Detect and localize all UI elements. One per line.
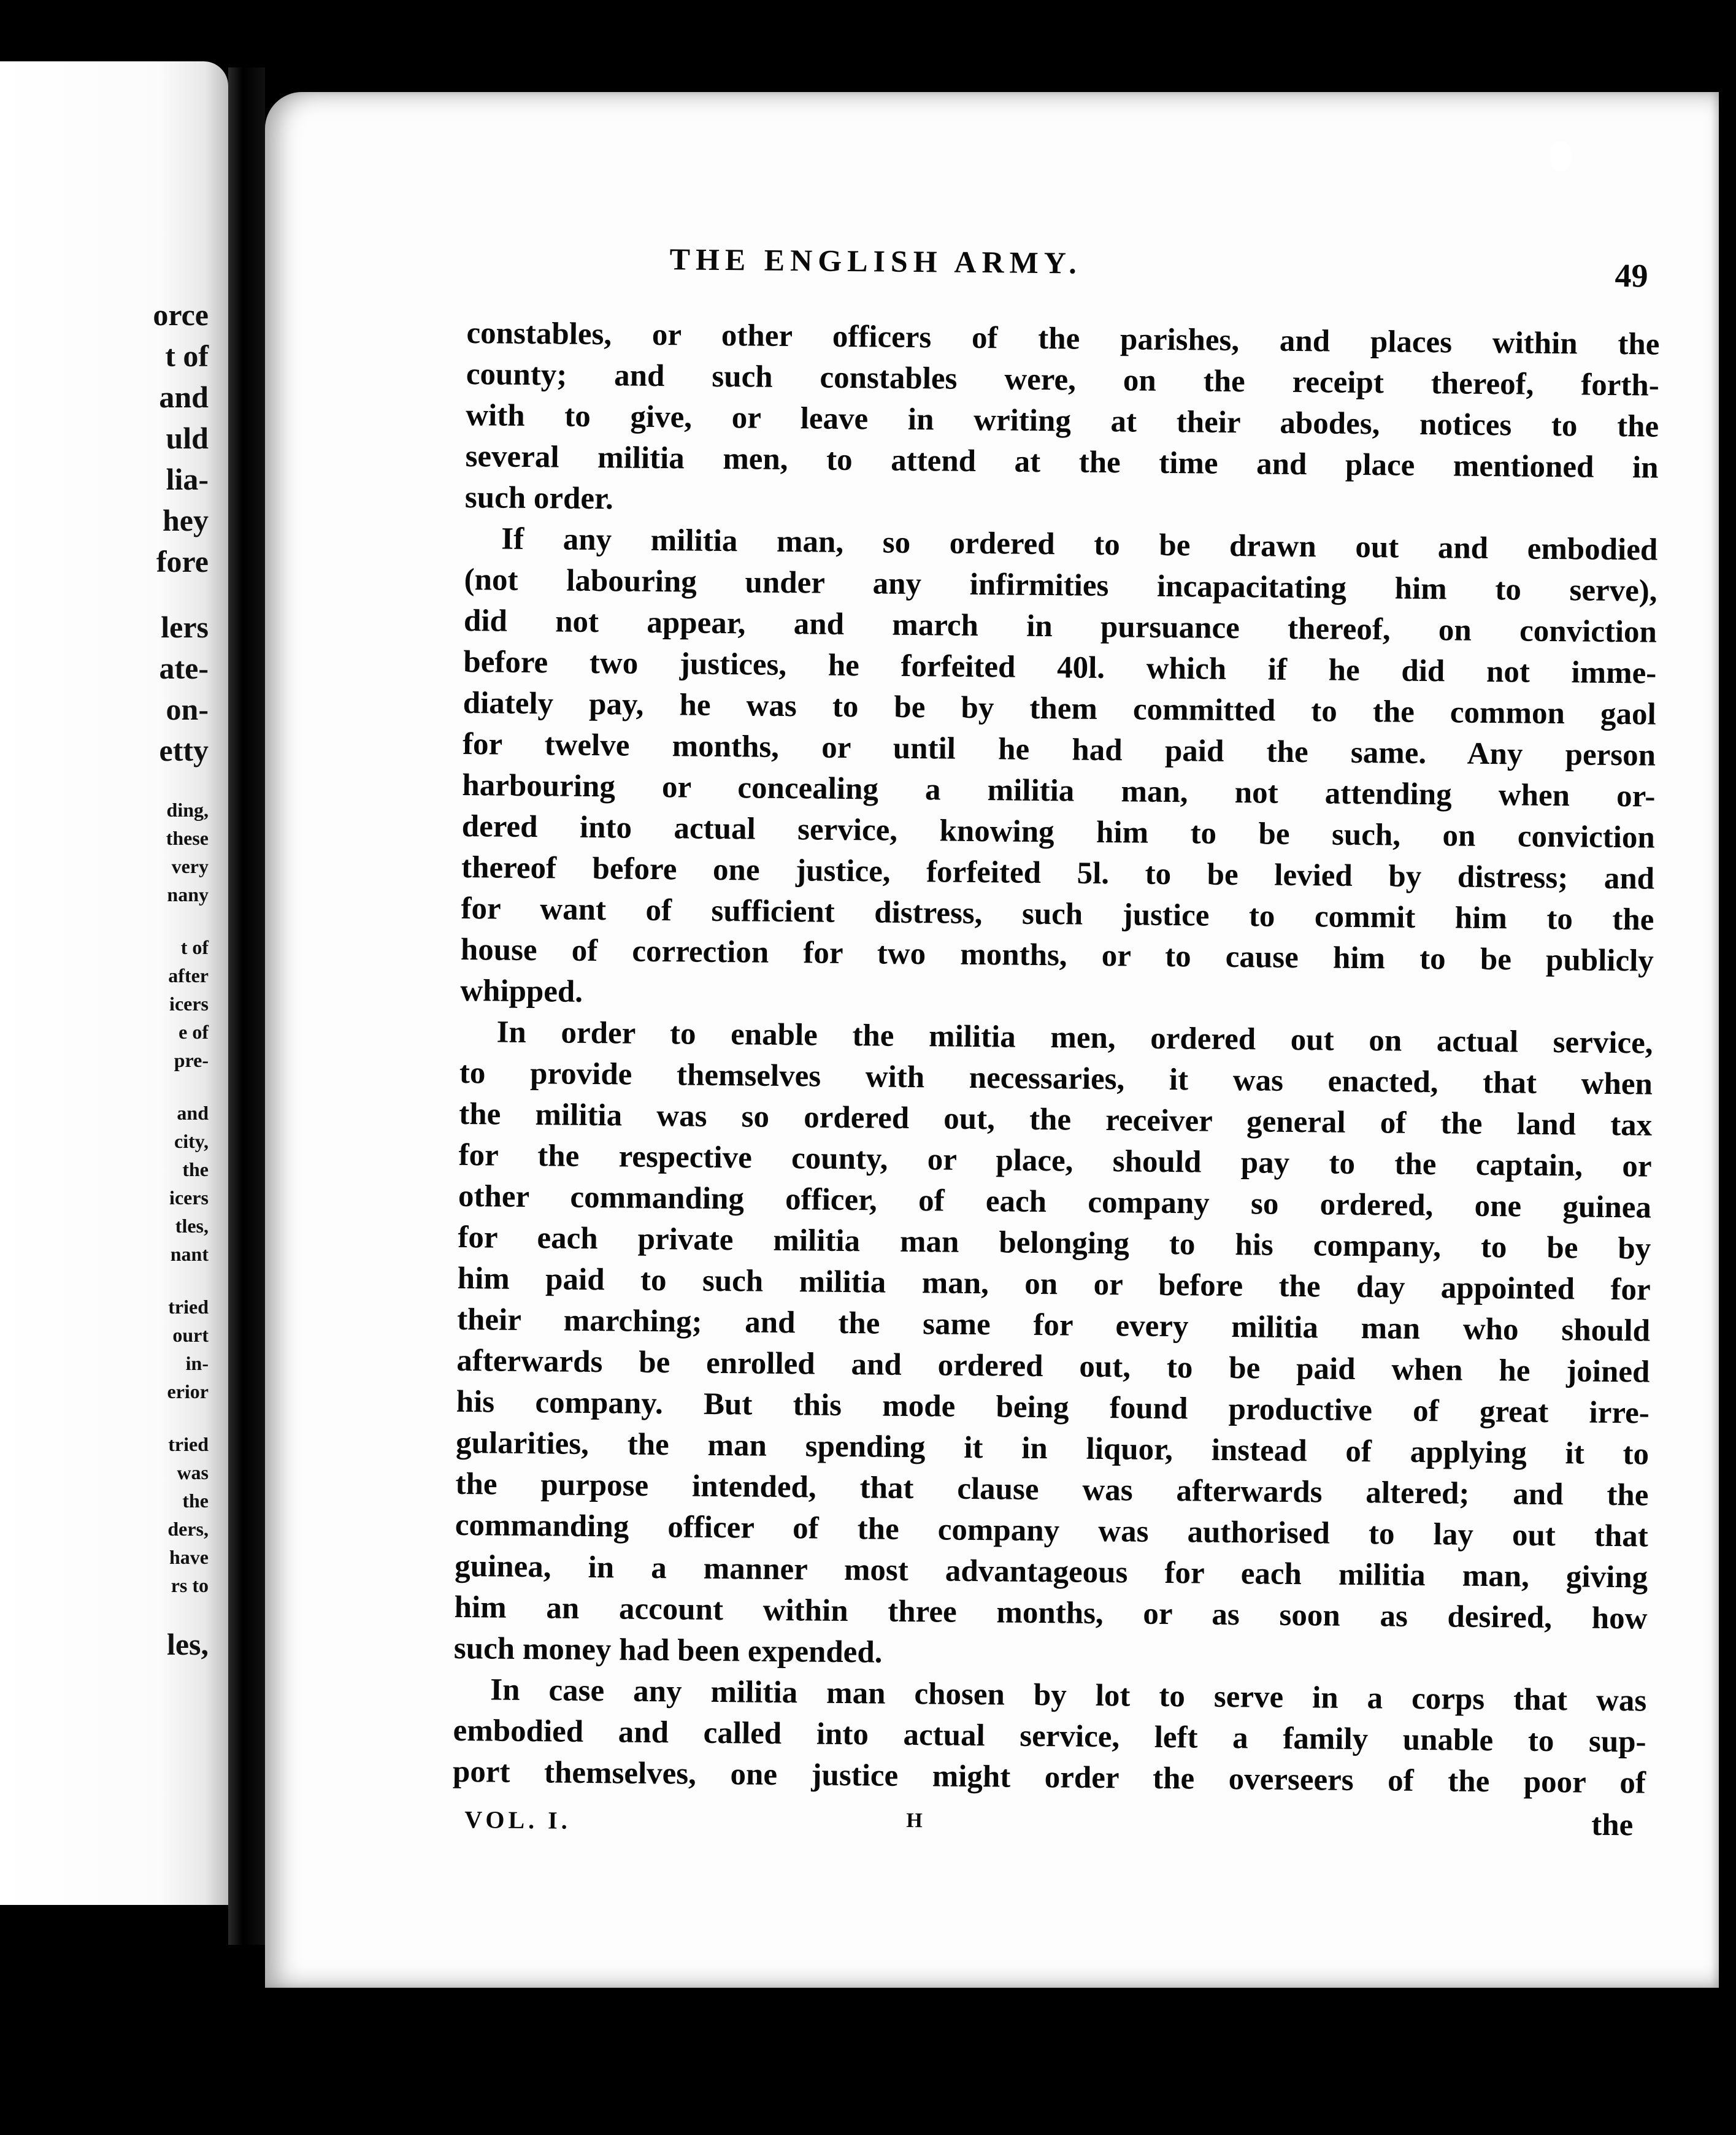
left-page-fragment: orce: [153, 298, 209, 332]
text-line: thereof before one justice, forfeited 5l. to be levied by distress; and: [461, 850, 1655, 896]
text-line: several militia men, to attend at the time and place mentioned in: [465, 439, 1659, 485]
text-line: before two justices, he forfeited 40l. which if he did not imme-: [463, 644, 1657, 691]
paper-speck: [1551, 141, 1572, 171]
running-head: [467, 239, 1661, 325]
text-line: whipped.: [459, 973, 583, 1009]
text-line: such order.: [464, 480, 614, 517]
book-gutter: [228, 67, 265, 1945]
left-page-fragment: uld: [166, 421, 209, 455]
text-line: (not labouring under any infirmities incapacitating him to serve),: [464, 562, 1657, 609]
page-footer: [452, 1796, 1646, 1863]
left-page-fragment: and: [159, 380, 209, 414]
paragraph: [453, 1669, 1647, 1804]
body-text: [453, 313, 1660, 1804]
left-page-fragment: ders,: [167, 1518, 209, 1540]
left-page-text-fragments: [0, 294, 209, 1665]
text-line: his company. But this mode being found productive of great irre-: [456, 1384, 1650, 1431]
left-page-fragment: ate-: [159, 651, 209, 685]
volume-signature: VOL. I.: [464, 1806, 571, 1834]
left-page-fragment: on-: [166, 692, 209, 726]
left-page-fragment: nany: [167, 883, 209, 906]
left-page-fragment: in-: [185, 1352, 209, 1374]
left-page-fragment: lers: [161, 610, 209, 644]
left-page-fragment: [0, 1074, 209, 1099]
left-page-fragment: very: [171, 855, 209, 877]
text-line: other commanding officer, of each company so ordered, one guinea: [458, 1179, 1652, 1225]
left-page-fragment: ourt: [172, 1324, 209, 1346]
text-line: diately pay, he was to be by them committed to the common gaol: [463, 685, 1656, 732]
text-line: guinea, in a manner most advantageous for each militia man, giving: [454, 1548, 1648, 1595]
text-line: In case any militia man chosen by lot to serve in a corps that was: [490, 1672, 1647, 1718]
text-line: If any militia man, so ordered to be drawn out and embodied: [501, 521, 1658, 567]
text-block: [452, 239, 1661, 1863]
paragraph: [460, 518, 1658, 1023]
left-facing-page: [0, 61, 228, 1905]
text-line: commanding officer of the company was authorised to lay out that: [455, 1507, 1649, 1554]
left-page-fragment: city,: [174, 1130, 209, 1152]
left-page-fragment: les,: [166, 1627, 209, 1661]
left-page-fragment: have: [169, 1546, 209, 1568]
text-line: him an account within three months, or as soon as desired, how: [454, 1590, 1648, 1636]
left-page-fragment: tried: [168, 1296, 209, 1318]
left-page-fragment: icers: [169, 1187, 209, 1209]
left-page-fragment: and: [177, 1102, 209, 1124]
left-page-fragment: rs to: [171, 1574, 209, 1596]
left-page-fragment: [0, 1406, 209, 1430]
left-page-fragment: [0, 1599, 209, 1624]
catchword: the: [1591, 1807, 1634, 1843]
left-page-fragment: [0, 1268, 209, 1293]
text-line: dered into actual service, knowing him to be such, on conviction: [461, 809, 1655, 855]
text-line: the purpose intended, that clause was afterwards altered; and the: [455, 1466, 1649, 1513]
text-line: In order to enable the militia men, ordered out on actual service,: [496, 1015, 1653, 1061]
left-page-fragment: ding,: [166, 799, 209, 821]
text-line: embodied and called into actual service, left a family unable to sup-: [453, 1713, 1646, 1760]
left-page-fragment: pre-: [174, 1049, 209, 1071]
text-line: their marching; and the same for every militia man who should: [456, 1302, 1651, 1348]
text-line: house of correction for two months, or to cause him to be publicly: [460, 932, 1654, 979]
left-page-fragment: [0, 582, 209, 607]
running-title: THE ENGLISH ARMY.: [669, 242, 1083, 280]
text-line: such money had been expended.: [453, 1631, 883, 1670]
left-page-fragment: these: [166, 827, 209, 849]
left-page-fragment: tles,: [175, 1215, 209, 1237]
text-line: for want of sufficient distress, such justice to commit him to the: [461, 891, 1654, 937]
text-line: gularities, the man spending it in liquor, instead of applying it to: [455, 1425, 1650, 1472]
left-page-fragment: etty: [159, 733, 209, 767]
left-page-fragment: icers: [169, 993, 209, 1015]
left-page-fragment: after: [168, 964, 209, 987]
left-page-fragment: hey: [163, 503, 209, 537]
text-line: constables, or other officers of the parishes, and places within the: [466, 315, 1660, 362]
text-line: for twelve months, or until he had paid the same. Any person: [462, 726, 1656, 773]
text-line: for the respective county, or place, should pay to the captain, or: [458, 1137, 1652, 1184]
right-page: [265, 92, 1719, 1988]
left-page-fragment: t of: [165, 339, 209, 373]
text-line: the militia was so ordered out, the receiver general of the land tax: [459, 1096, 1653, 1143]
signature-mark: H: [906, 1809, 923, 1833]
text-line: afterwards be enrolled and ordered out, to be paid when he joined: [456, 1343, 1650, 1390]
text-line: him paid to such militia man, on or before the day appointed for: [457, 1261, 1651, 1307]
left-page-fragment: fore: [156, 544, 209, 579]
paragraph: [454, 1012, 1653, 1681]
text-line: harbouring or concealing a militia man, not attending when or-: [462, 767, 1656, 814]
text-line: did not appear, and march in pursuance thereof, on conviction: [463, 603, 1657, 650]
text-line: to provide themselves with necessaries, it was enacted, that when: [459, 1055, 1653, 1102]
left-page-fragment: the: [182, 1490, 209, 1512]
left-page-fragment: e of: [179, 1021, 209, 1043]
left-page-fragment: the: [182, 1158, 209, 1180]
left-page-fragment: lia-: [166, 462, 209, 496]
text-line: port themselves, one justice might order the overseers of the poor of: [452, 1754, 1646, 1801]
left-page-fragment: nant: [170, 1243, 209, 1265]
left-page-fragment: [0, 909, 209, 933]
left-page-fragment: erior: [167, 1380, 209, 1402]
text-line: county; and such constables were, on the receipt thereof, forth-: [466, 356, 1660, 403]
left-page-fragment: t of: [180, 936, 209, 958]
text-line: for each private militia man belonging to his company, to be by: [458, 1220, 1651, 1266]
left-page-fragment: tried: [168, 1433, 209, 1455]
left-page-fragment: [0, 771, 209, 796]
text-line: with to give, or leave in writing at their abodes, notices to the: [465, 398, 1659, 444]
left-page-fragment: was: [177, 1461, 209, 1483]
page-number: 49: [1615, 256, 1648, 294]
paragraph: [465, 313, 1660, 530]
